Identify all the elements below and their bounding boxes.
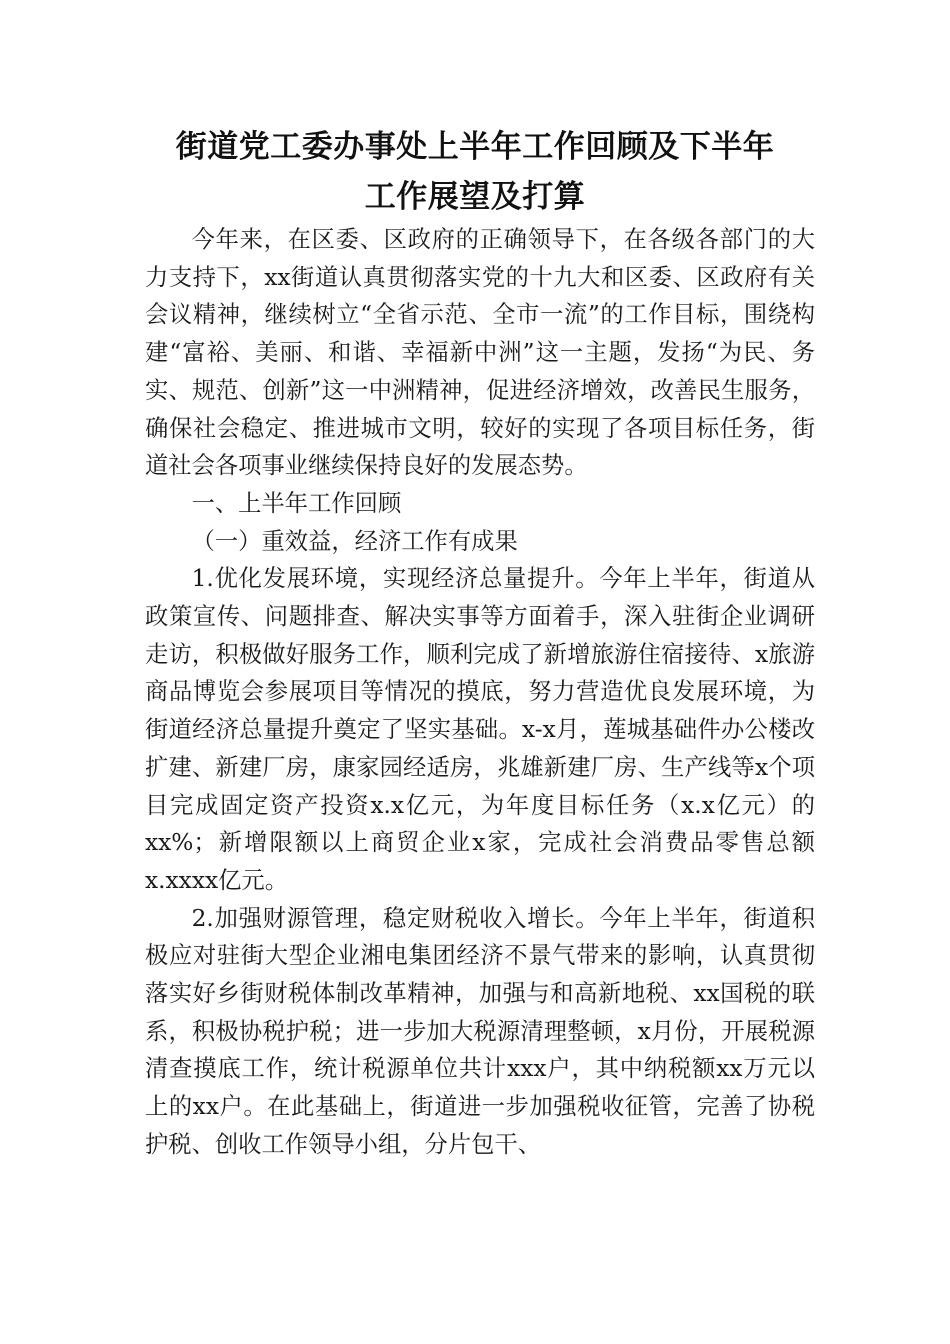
body-paragraph-1: 1.优化发展环境，实现经济总量提升。今年上半年，街道从政策宣传、问题排查、解决实事等方面着手，深入驻街企业调研走访，积极做好服务工作，顺利完成了新增旅游住宿接待、x旅游商品博览会参展项目等情况的摸底，努力营造优良发展环境，为街道经济总量提升奠定了坚实基础。x-x月，莲城基础件办公楼改扩建、新建厂房，康家园经适房，兆雄新建厂房、生产线等x个项目完成固定资产投资x.x亿元，为年度目标任务（x.x亿元）的xx%；新增限额以上商贸企业x家，完成社会消费品零售总额x.xxxx亿元。 — [145, 565, 815, 894]
document-title-line-2: 工作展望及打算 — [364, 179, 586, 215]
body-paragraph-2: 2.加强财源管理，稳定财税收入增长。今年上半年，街道积极应对驻街大型企业湘电集团经济不景气带来的影响，认真贯彻落实好乡街财税体制改革精神，加强与和高新地税、xx国税的联系，积极协税护税；进一步加大税源清理整顿，x月份，开展税源清查摸底工作，统计税源单位共计xxx户，其中纳税额xx万元以上的xx户。在此基础上，街道进一步加强税收征管，完善了协税护税、创收工作领导小组，分片包干、 — [145, 904, 815, 1158]
document-body — [145, 221, 815, 1164]
document-title-line-1: 街道党工委办事处上半年工作回顾及下半年 — [175, 129, 775, 165]
section-heading: 一、上半年工作回顾 — [191, 489, 402, 517]
intro-paragraph: 今年来，在区委、区政府的正确领导下，在各级各部门的大力支持下，xx街道认真贯彻落实党的十九大和区委、区政府有关会议精神，继续树立“全省示范、全市一流”的工作目标，围绕构建“富裕、美丽、和谐、幸福新中洲”这一主题，发扬“为民、务实、规范、创新”这一中洲精神，促进经济增效，改善民生服务，确保社会稳定、推进城市文明，较好的实现了各项目标任务，街道社会各项事业继续保持良好的发展态势。 — [145, 226, 815, 480]
subsection-heading: （一）重效益，经济工作有成果 — [191, 527, 518, 555]
